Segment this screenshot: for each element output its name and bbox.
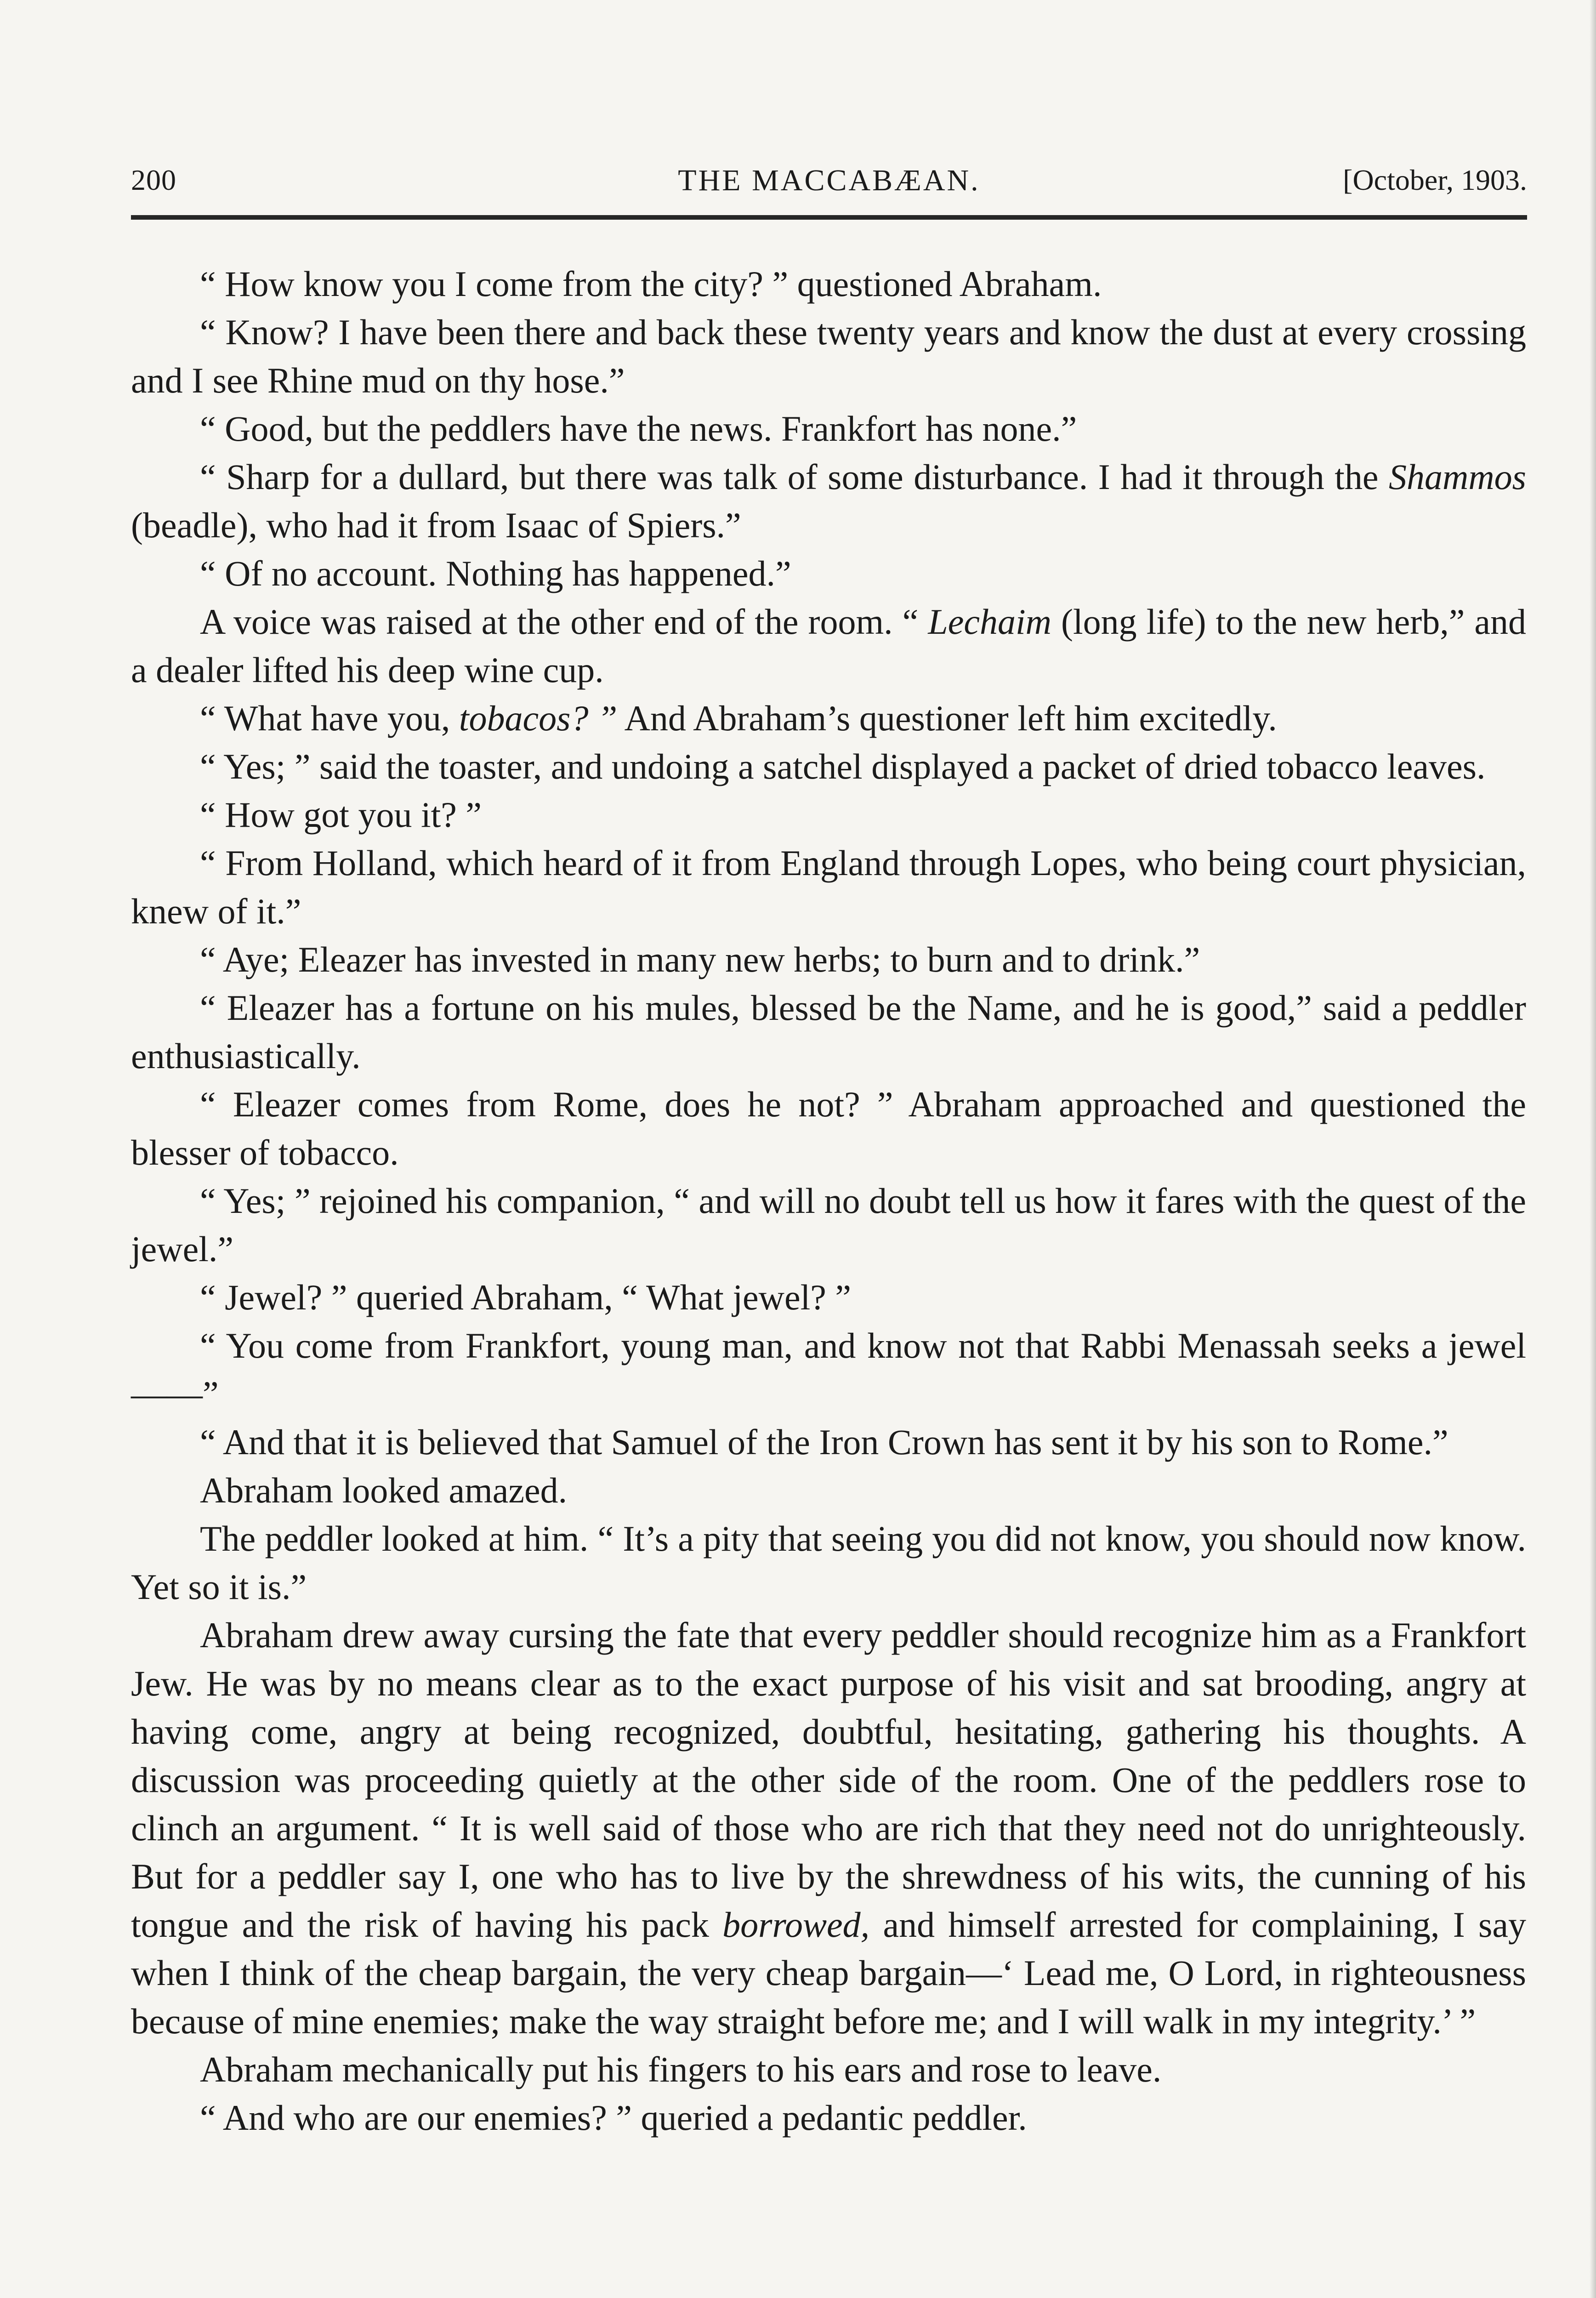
- running-header: [131, 163, 1527, 205]
- text-run: (beadle), who had it from Isaac of Spiers.”: [131, 505, 741, 545]
- paragraph: [131, 791, 1526, 839]
- paragraph: [131, 404, 1526, 453]
- header-rule: [131, 215, 1527, 220]
- body-text: [131, 260, 1526, 2142]
- text-run: And Abraham’s questioner left him excitedly.: [617, 698, 1277, 738]
- text-run: “ You come from Frankfort, young man, and know not that Rabbi Menassah seeks a jewel——”: [131, 1325, 1526, 1414]
- text-run: “ Good, but the peddlers have the news. Frankfort has none.”: [200, 409, 1077, 449]
- text-run: Abraham drew away cursing the fate that every peddler should recognize him as a Frankfort Jew. He was by no means clear as to the exact purpose of his visit and sat brooding, angry at having come, angry at being recognized, doubtful, hesitating, gathering his thoughts. A discussion was proceeding quietly at the other side of the room. One of the peddlers rose to clinch an argument. “ It is well said of those who are rich that they need not do unrighteously. But for a peddler say I, one who has to live by the shrewdness of his wits, the cunning of his tongue and the risk of having his pack: [131, 1615, 1526, 1945]
- text-run: Abraham mechanically put his fingers to his ears and rose to leave.: [200, 2049, 1162, 2089]
- text-run: Abraham looked amazed.: [200, 1470, 568, 1510]
- text-run: “ Eleazer has a fortune on his mules, blessed be the Name, and he is good,” said a peddler enthusiastically.: [131, 988, 1526, 1076]
- text-run: “ Yes; ” said the toaster, and undoing a satchel displayed a packet of dried tobacco leaves.: [200, 746, 1486, 786]
- paragraph: [131, 1080, 1526, 1177]
- page-edge-shadow: [1590, 0, 1596, 2298]
- paragraph: [131, 1466, 1526, 1514]
- italic-run: tobacos? ”: [459, 698, 618, 738]
- paragraph: [131, 2093, 1526, 2142]
- page-number: 200: [131, 164, 176, 196]
- text-run: “ Jewel? ” queried Abraham, “ What jewel? ”: [200, 1277, 852, 1317]
- issue-date: [October, 1903.: [1343, 164, 1527, 196]
- paragraph: [131, 549, 1526, 597]
- paragraph: [131, 260, 1526, 308]
- paragraph: [131, 453, 1526, 549]
- italic-run: borrowed,: [722, 1905, 870, 1945]
- text-run: “ Know? I have been there and back these twenty years and know the dust at every crossing and I see Rhine mud on thy hose.”: [131, 312, 1526, 400]
- journal-title: THE MACCABÆAN.: [678, 164, 980, 197]
- text-run: “ Of no account. Nothing has happened.”: [200, 553, 791, 593]
- paragraph: [131, 1418, 1526, 1466]
- text-run: “ Yes; ” rejoined his companion, “ and will no doubt tell us how it fares with the quest of the jewel.”: [131, 1181, 1526, 1269]
- text-run: The peddler looked at him. “ It’s a pity that seeing you did not know, you should now know. Yet so it is.”: [131, 1519, 1526, 1607]
- text-run: (long life) to the new herb,” and a dealer lifted his deep wine cup.: [131, 602, 1527, 690]
- text-run: “ What have you,: [200, 698, 459, 738]
- text-run: “ Aye; Eleazer has invested in many new herbs; to burn and to drink.”: [200, 939, 1200, 979]
- italic-run: Lechaim: [928, 602, 1051, 642]
- paragraph: [131, 1611, 1526, 2045]
- italic-run: Shammos: [1388, 457, 1526, 497]
- text-run: “ How got you it? ”: [200, 795, 482, 835]
- text-run: “ Eleazer comes from Rome, does he not? ” Abraham approached and questioned the blesser of tobacco.: [131, 1084, 1526, 1172]
- paragraph: [131, 1273, 1526, 1321]
- paragraph: [131, 984, 1526, 1080]
- paragraph: [131, 308, 1526, 404]
- paragraph: [131, 1177, 1526, 1273]
- paragraph: [131, 742, 1526, 791]
- paragraph: [131, 2045, 1526, 2093]
- paragraph: [131, 935, 1526, 984]
- text-run: “ And who are our enemies? ” queried a pedantic peddler.: [200, 2098, 1027, 2138]
- paragraph: [131, 1321, 1526, 1418]
- text-run: and himself arrested for complaining, I say when I think of the cheap bargain, the very cheap bargain—‘ Lead me, O Lord, in righteousness because of mine enemies; make the way straight before me; and I will walk in my integrity.’ ”: [131, 1905, 1527, 2041]
- text-run: “ How know you I come from the city? ” questioned Abraham.: [200, 264, 1102, 304]
- text-run: “ From Holland, which heard of it from England through Lopes, who being court physician, knew of it.”: [131, 843, 1526, 931]
- text-run: A voice was raised at the other end of the room. “: [200, 602, 928, 642]
- paragraph: [131, 839, 1526, 935]
- paragraph: [131, 694, 1526, 742]
- text-run: “ Sharp for a dullard, but there was talk of some disturbance. I had it through the: [200, 457, 1389, 497]
- text-run: “ And that it is believed that Samuel of the Iron Crown has sent it by his son to Rome.”: [200, 1422, 1448, 1462]
- paragraph: [131, 597, 1526, 694]
- paragraph: [131, 1514, 1526, 1611]
